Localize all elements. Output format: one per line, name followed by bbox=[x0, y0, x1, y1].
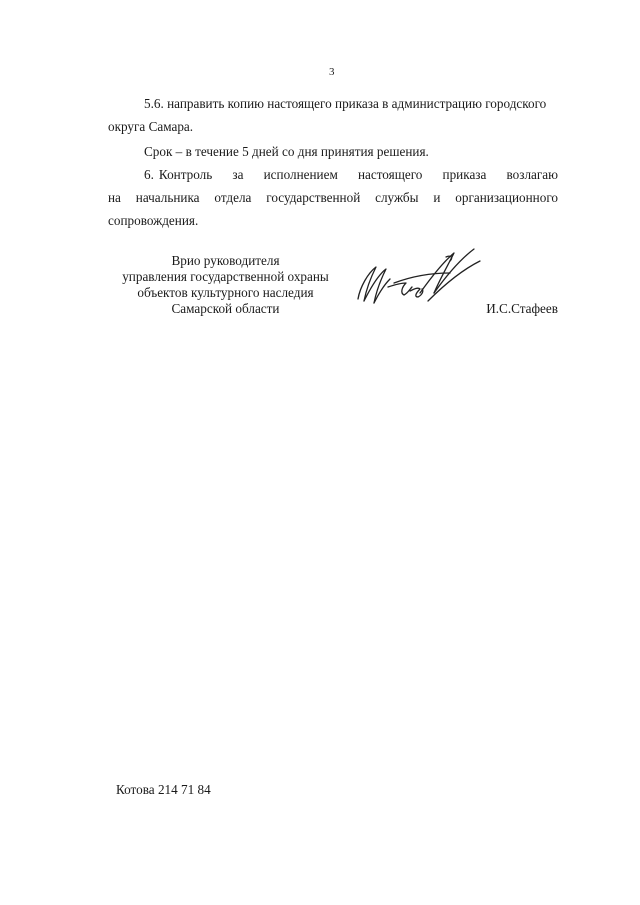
position-line-4: Самарской области bbox=[171, 301, 280, 316]
handwritten-signature bbox=[350, 243, 490, 315]
paragraph-6 bbox=[108, 163, 558, 232]
paragraph-6-line-1: 6. Контроль за исполнением настоящего приказа возлагаю bbox=[144, 167, 558, 182]
paragraph-6-line-2: на начальника отдела государственной службы и организационного bbox=[108, 190, 558, 205]
page-number: 3 bbox=[329, 66, 335, 78]
signature-block bbox=[108, 253, 558, 323]
paragraph-5-6-line-1: 5.6. направить копию настоящего приказа в администрацию городского bbox=[144, 96, 547, 111]
paragraph-5-6 bbox=[108, 92, 558, 138]
position-line-2: управления государственной охраны bbox=[122, 269, 329, 284]
paragraph-5-6-line-2: округа Самара. bbox=[108, 119, 194, 134]
signer-name: И.С.Стафеев bbox=[486, 301, 558, 316]
deadline-text: Срок – в течение 5 дней со дня принятия решения. bbox=[144, 144, 429, 159]
position-line-1: Врио руководителя bbox=[171, 253, 280, 268]
contact-executor: Котова 214 71 84 bbox=[116, 782, 211, 797]
paragraph-deadline bbox=[108, 140, 558, 163]
position-line-3: объектов культурного наследия bbox=[137, 285, 314, 300]
signatory-position bbox=[108, 253, 343, 317]
paragraph-6-line-3: сопровождения. bbox=[108, 213, 199, 228]
